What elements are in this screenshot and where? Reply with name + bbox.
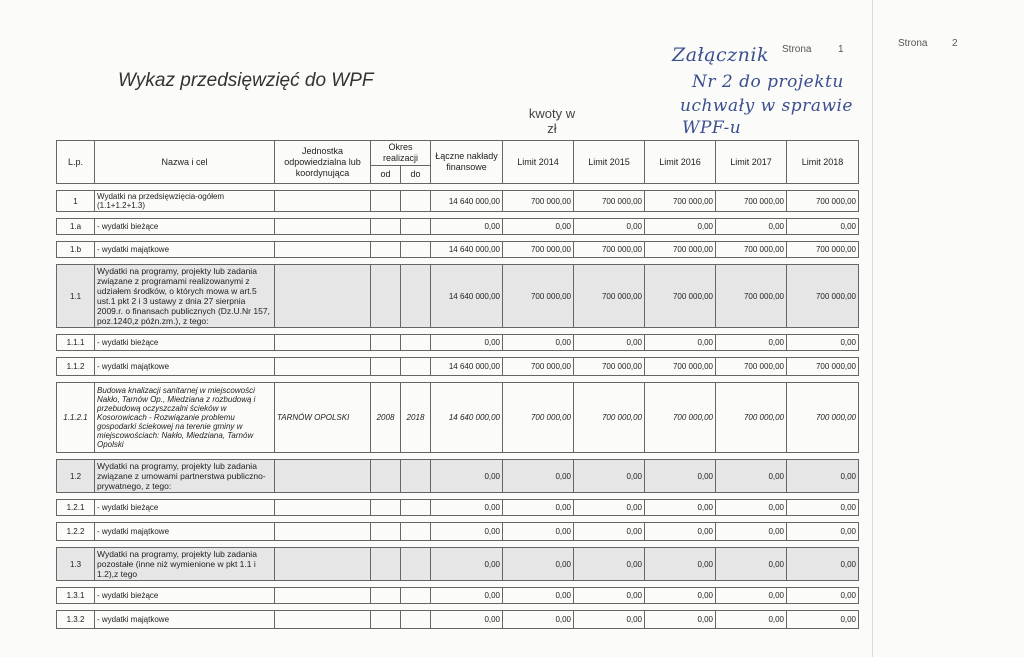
cell-name: - wydatki bieżące	[95, 500, 275, 516]
cell-limit-2014: 0,00	[503, 500, 574, 516]
cell-from	[371, 219, 401, 235]
cell-limit-2017: 0,00	[716, 611, 787, 629]
row-spacer	[57, 541, 859, 548]
header-do: do	[401, 166, 431, 184]
handwritten-line-1: Załącznik	[672, 44, 769, 66]
cell-to	[401, 500, 431, 516]
cell-total: 14 640 000,00	[431, 242, 503, 258]
spacer-cell	[57, 376, 859, 383]
cell-from	[371, 242, 401, 258]
wpf-table	[56, 140, 859, 629]
cell-limit-2015: 0,00	[574, 460, 645, 493]
page-label-1: Strona	[782, 44, 812, 55]
cell-total: 0,00	[431, 460, 503, 493]
cell-limit-2015: 0,00	[574, 523, 645, 541]
cell-to	[401, 588, 431, 604]
row-spacer	[57, 376, 859, 383]
table-row	[57, 358, 859, 376]
cell-limit-2018: 0,00	[787, 548, 859, 581]
cell-limit-2017: 0,00	[716, 523, 787, 541]
header-okres: Okres realizacji	[371, 141, 431, 166]
header-jednostka: Jednostka odpowiedzialna lub koordynująca	[275, 141, 371, 184]
cell-to	[401, 611, 431, 629]
cell-from	[371, 588, 401, 604]
cell-limit-2018: 700 000,00	[787, 265, 859, 328]
header-laczne: Łączne nakłady finansowe	[431, 141, 503, 184]
cell-limit-2014: 0,00	[503, 219, 574, 235]
cell-lp: 1	[57, 191, 95, 212]
cell-limit-2015: 0,00	[574, 588, 645, 604]
cell-to	[401, 460, 431, 493]
cell-limit-2016: 0,00	[645, 523, 716, 541]
spacer-cell	[57, 328, 859, 335]
cell-from	[371, 523, 401, 541]
header-limit-2018: Limit 2018	[787, 141, 859, 184]
header-od: od	[371, 166, 401, 184]
cell-unit	[275, 219, 371, 235]
cell-limit-2016: 0,00	[645, 500, 716, 516]
row-spacer	[57, 581, 859, 588]
cell-unit	[275, 335, 371, 351]
cell-limit-2016: 700 000,00	[645, 265, 716, 328]
cell-from	[371, 335, 401, 351]
cell-name: Wydatki na przedsięwzięcia-ogółem (1.1+1.2+1.3)	[95, 191, 275, 212]
units-note	[517, 106, 587, 136]
cell-limit-2015: 0,00	[574, 335, 645, 351]
cell-limit-2016: 700 000,00	[645, 358, 716, 376]
table-row	[57, 335, 859, 351]
cell-limit-2018: 0,00	[787, 611, 859, 629]
cell-limit-2014: 0,00	[503, 523, 574, 541]
cell-limit-2017: 0,00	[716, 500, 787, 516]
row-spacer	[57, 328, 859, 335]
cell-limit-2017: 700 000,00	[716, 242, 787, 258]
cell-total: 0,00	[431, 335, 503, 351]
cell-unit	[275, 265, 371, 328]
cell-lp: 1.1.2.1	[57, 383, 95, 453]
cell-limit-2016: 0,00	[645, 611, 716, 629]
spacer-cell	[57, 516, 859, 523]
cell-from	[371, 265, 401, 328]
cell-limit-2015: 0,00	[574, 500, 645, 516]
cell-limit-2017: 700 000,00	[716, 358, 787, 376]
cell-unit	[275, 460, 371, 493]
row-spacer	[57, 351, 859, 358]
document-title: Wykaz przedsięwzięć do WPF	[118, 70, 374, 91]
row-spacer	[57, 516, 859, 523]
cell-to	[401, 265, 431, 328]
cell-name: - wydatki bieżące	[95, 335, 275, 351]
cell-lp: 1.2.1	[57, 500, 95, 516]
cell-limit-2018: 0,00	[787, 500, 859, 516]
cell-lp: 1.a	[57, 219, 95, 235]
table-row	[57, 588, 859, 604]
table-row	[57, 460, 859, 493]
cell-limit-2015: 700 000,00	[574, 383, 645, 453]
cell-to	[401, 523, 431, 541]
cell-limit-2018: 700 000,00	[787, 191, 859, 212]
cell-to	[401, 242, 431, 258]
spacer-cell	[57, 235, 859, 242]
row-spacer	[57, 453, 859, 460]
cell-to	[401, 358, 431, 376]
cell-unit: TARNÓW OPOLSKI	[275, 383, 371, 453]
page-divider	[872, 0, 873, 657]
cell-name: Budowa knalizacji sanitarnej w miejscowości Nakło, Tarnów Op., Miedziana z rozbudową i przebudową oczyszczalni ścieków w Kosorowicach - Rozwiązanie problemu gospodarki ściekowej na terenie gminy w miejscowościach: Nakło, Miedziana, Tarnów Opolski	[95, 383, 275, 453]
cell-from	[371, 611, 401, 629]
cell-limit-2017: 0,00	[716, 460, 787, 493]
cell-lp: 1.2	[57, 460, 95, 493]
header-limit-2015: Limit 2015	[574, 141, 645, 184]
cell-from	[371, 358, 401, 376]
cell-limit-2014: 700 000,00	[503, 383, 574, 453]
cell-limit-2014: 0,00	[503, 548, 574, 581]
cell-limit-2014: 700 000,00	[503, 265, 574, 328]
units-line-1: kwoty w	[528, 106, 576, 121]
table-row	[57, 523, 859, 541]
spacer-cell	[57, 184, 859, 191]
spacer-cell	[57, 212, 859, 219]
table-row	[57, 611, 859, 629]
spacer-cell	[57, 258, 859, 265]
row-spacer	[57, 235, 859, 242]
page-number-1: 1	[838, 44, 844, 55]
cell-unit	[275, 191, 371, 212]
cell-limit-2018: 0,00	[787, 460, 859, 493]
page-label-2: Strona	[898, 38, 928, 49]
cell-name: Wydatki na programy, projekty lub zadania związane z umowami partnerstwa publiczno-prywatnego, z tego:	[95, 460, 275, 493]
cell-lp: 1.3.2	[57, 611, 95, 629]
cell-limit-2016: 700 000,00	[645, 242, 716, 258]
cell-unit	[275, 611, 371, 629]
cell-limit-2014: 0,00	[503, 460, 574, 493]
cell-limit-2016: 700 000,00	[645, 191, 716, 212]
cell-unit	[275, 242, 371, 258]
cell-limit-2018: 700 000,00	[787, 383, 859, 453]
cell-limit-2017: 0,00	[716, 335, 787, 351]
cell-limit-2014: 700 000,00	[503, 242, 574, 258]
cell-from	[371, 500, 401, 516]
header-nazwa: Nazwa i cel	[95, 141, 275, 184]
row-spacer	[57, 493, 859, 500]
cell-total: 0,00	[431, 219, 503, 235]
cell-total: 0,00	[431, 611, 503, 629]
cell-limit-2018: 0,00	[787, 588, 859, 604]
cell-limit-2018: 700 000,00	[787, 242, 859, 258]
spacer-cell	[57, 604, 859, 611]
cell-limit-2018: 0,00	[787, 219, 859, 235]
table-row	[57, 242, 859, 258]
cell-limit-2015: 0,00	[574, 219, 645, 235]
cell-to	[401, 191, 431, 212]
cell-name: - wydatki bieżące	[95, 588, 275, 604]
cell-name: Wydatki na programy, projekty lub zadania związane z programami realizowanymi z udziałem środków, o których mowa w art.5 ust.1 pkt 2 i 3 ustawy z dnia 27 sierpnia 2009.r. o finansach publicznych (Dz.U.Nr 157, poz.1240,z późn.zm.), z tego:	[95, 265, 275, 328]
cell-limit-2016: 0,00	[645, 588, 716, 604]
cell-total: 14 640 000,00	[431, 265, 503, 328]
cell-unit	[275, 500, 371, 516]
cell-from: 2008	[371, 383, 401, 453]
units-line-2: zł	[547, 121, 557, 136]
spacer-cell	[57, 453, 859, 460]
cell-limit-2015: 700 000,00	[574, 358, 645, 376]
cell-limit-2014: 700 000,00	[503, 358, 574, 376]
table-row	[57, 265, 859, 328]
cell-lp: 1.1	[57, 265, 95, 328]
header-limit-2017: Limit 2017	[716, 141, 787, 184]
cell-unit	[275, 358, 371, 376]
cell-lp: 1.1.2	[57, 358, 95, 376]
cell-limit-2017: 0,00	[716, 219, 787, 235]
cell-limit-2018: 0,00	[787, 523, 859, 541]
table-row	[57, 500, 859, 516]
cell-limit-2015: 0,00	[574, 611, 645, 629]
cell-total: 14 640 000,00	[431, 191, 503, 212]
cell-from	[371, 460, 401, 493]
cell-name: - wydatki majątkowe	[95, 611, 275, 629]
row-spacer	[57, 258, 859, 265]
cell-limit-2016: 0,00	[645, 335, 716, 351]
cell-total: 0,00	[431, 500, 503, 516]
cell-limit-2017: 700 000,00	[716, 265, 787, 328]
cell-total: 0,00	[431, 548, 503, 581]
header-limit-2014: Limit 2014	[503, 141, 574, 184]
header-limit-2016: Limit 2016	[645, 141, 716, 184]
cell-name: - wydatki bieżące	[95, 219, 275, 235]
cell-limit-2016: 0,00	[645, 548, 716, 581]
cell-limit-2015: 700 000,00	[574, 191, 645, 212]
cell-lp: 1.b	[57, 242, 95, 258]
cell-lp: 1.3	[57, 548, 95, 581]
cell-name: Wydatki na programy, projekty lub zadania pozostałe (inne niż wymienione w pkt 1.1 i 1.2),z tego	[95, 548, 275, 581]
cell-unit	[275, 523, 371, 541]
table-row	[57, 219, 859, 235]
cell-from	[371, 548, 401, 581]
header-row	[57, 141, 859, 166]
spacer-cell	[57, 541, 859, 548]
cell-limit-2017: 700 000,00	[716, 191, 787, 212]
cell-limit-2014: 0,00	[503, 588, 574, 604]
cell-from	[371, 191, 401, 212]
cell-limit-2017: 0,00	[716, 588, 787, 604]
cell-total: 14 640 000,00	[431, 383, 503, 453]
table-row	[57, 383, 859, 453]
cell-limit-2018: 700 000,00	[787, 358, 859, 376]
cell-name: - wydatki majątkowe	[95, 242, 275, 258]
cell-limit-2016: 0,00	[645, 219, 716, 235]
cell-limit-2015: 0,00	[574, 548, 645, 581]
cell-total: 0,00	[431, 588, 503, 604]
cell-limit-2017: 700 000,00	[716, 383, 787, 453]
table-row	[57, 191, 859, 212]
row-spacer	[57, 184, 859, 191]
cell-to: 2018	[401, 383, 431, 453]
cell-lp: 1.1.1	[57, 335, 95, 351]
cell-unit	[275, 548, 371, 581]
cell-limit-2014: 700 000,00	[503, 191, 574, 212]
header-lp: L.p.	[57, 141, 95, 184]
cell-lp: 1.3.1	[57, 588, 95, 604]
cell-to	[401, 548, 431, 581]
cell-limit-2016: 0,00	[645, 460, 716, 493]
spacer-cell	[57, 581, 859, 588]
spacer-cell	[57, 351, 859, 358]
cell-total: 0,00	[431, 523, 503, 541]
row-spacer	[57, 212, 859, 219]
cell-unit	[275, 588, 371, 604]
table-body	[57, 184, 859, 629]
cell-name: - wydatki majątkowe	[95, 523, 275, 541]
handwritten-line-4: WPF-u	[682, 118, 742, 138]
row-spacer	[57, 604, 859, 611]
cell-limit-2015: 700 000,00	[574, 242, 645, 258]
cell-limit-2018: 0,00	[787, 335, 859, 351]
spacer-cell	[57, 493, 859, 500]
cell-limit-2016: 700 000,00	[645, 383, 716, 453]
cell-limit-2014: 0,00	[503, 611, 574, 629]
cell-lp: 1.2.2	[57, 523, 95, 541]
cell-total: 14 640 000,00	[431, 358, 503, 376]
cell-limit-2017: 0,00	[716, 548, 787, 581]
handwritten-line-3: uchwały w sprawie	[680, 96, 853, 116]
table-row	[57, 548, 859, 581]
cell-limit-2014: 0,00	[503, 335, 574, 351]
cell-name: - wydatki majątkowe	[95, 358, 275, 376]
cell-limit-2015: 700 000,00	[574, 265, 645, 328]
handwritten-line-2: Nr 2 do projektu	[692, 72, 844, 92]
cell-to	[401, 219, 431, 235]
cell-to	[401, 335, 431, 351]
page-number-2: 2	[952, 38, 958, 49]
